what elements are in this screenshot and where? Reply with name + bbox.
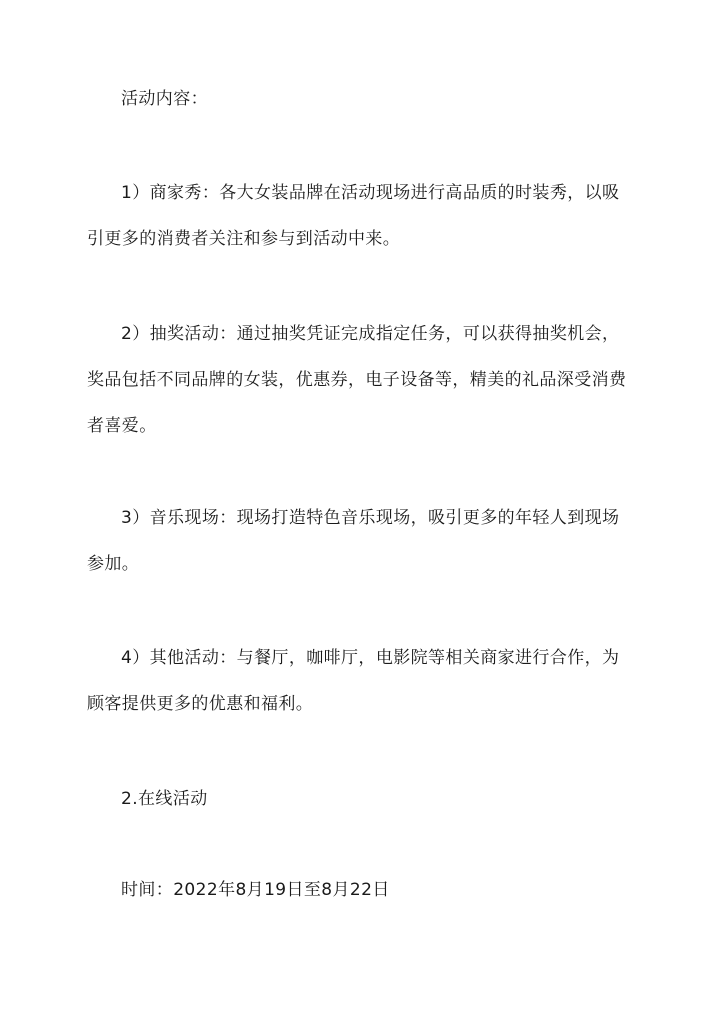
paragraph-music-live: 3）音乐现场：现场打造特色音乐现场，吸引更多的年轻人到现场参加。 xyxy=(87,508,620,574)
section-heading-online-activity: 2.在线活动 xyxy=(121,789,208,809)
section-heading-activity-content: 活动内容： xyxy=(121,89,208,109)
paragraph-lottery-activity: 2）抽奖活动：通过抽奖凭证完成指定任务，可以获得抽奖机会，奖品包括不同品牌的女装，优惠券，电子设备等，精美的礼品深受消费者喜爱。 xyxy=(87,324,627,436)
paragraph-other-activities: 4）其他活动：与餐厅，咖啡厅，电影院等相关商家进行合作，为顾客提供更多的优惠和福利。 xyxy=(87,648,620,714)
paragraph-online-time: 时间：2022年8月19日至8月22日 xyxy=(121,880,390,900)
paragraph-merchant-show: 1）商家秀：各大女装品牌在活动现场进行高品质的时装秀，以吸引更多的消费者关注和参与到活动中来。 xyxy=(87,183,620,249)
